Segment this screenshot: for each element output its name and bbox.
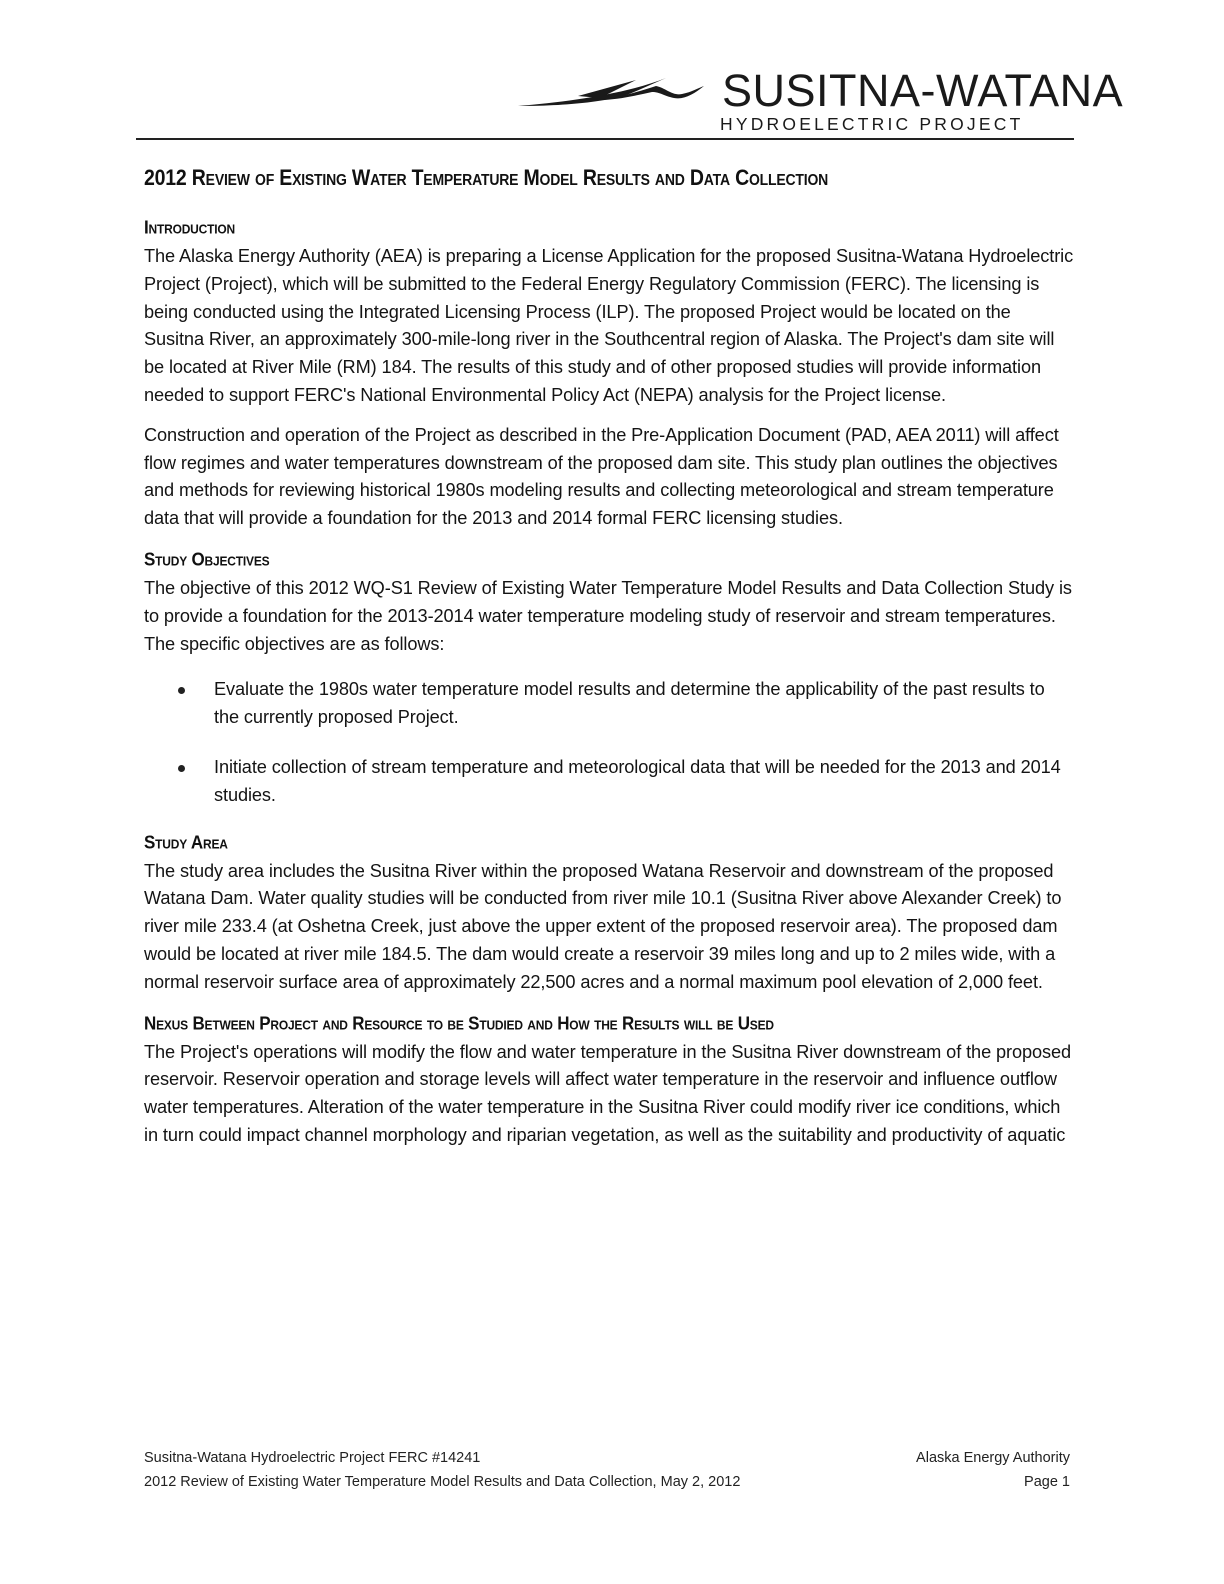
- section-heading-study-area: Study Area: [144, 831, 228, 853]
- page-header: [136, 65, 1124, 144]
- nexus-paragraph: The Project's operations will modify the flow and water temperature in the Susitna River downstream of the proposed reservoir. Reservoir operation and storage levels will affect water temperature in the reservoir and influence outflow water temperatures. Alteration of the water temperature in the Susitna River could modify river ice conditions, which in turn could impact channel morphology and riparian vegetation, as well as the suitability and productivity of aquatic: [144, 1041, 1072, 1145]
- logo-title: SUSITNA-WATANA: [722, 65, 1124, 116]
- list-item-text: Evaluate the 1980s water temperature model results and determine the applicability of the past results to the currently proposed Project.: [214, 679, 1045, 728]
- intro-paragraph-2: Construction and operation of the Project as described in the Pre-Application Document (PAD, AEA 2011) will affect flow regimes and water temperatures downstream of the proposed dam site. This study plan outlines the objectives and methods for reviewing historical 1980s modeling results and collecting meteorological and stream temperature data that will provide a foundation for the 2013 and 2014 formal FERC licensing studies.: [144, 424, 1059, 529]
- document-title: 2012 Review of Existing Water Temperature Model Results and Data Collection: [144, 166, 829, 191]
- footer-authority: Alaska Energy Authority: [916, 1450, 1070, 1466]
- study-area-paragraph: The study area includes the Susitna River within the proposed Watana Reservoir and downstream of the proposed Watana Dam. Water quality studies will be conducted from river mile 10.1 (Susitna River above Alexander Creek) to river mile 233.4 (at Oshetna Creek, just above the upper extent of the proposed reservoir area). The proposed dam would be located at river mile 184.5. The dam would create a reservoir 39 miles long and up to 2 miles wide, with a normal reservoir surface area of approximately 22,500 acres and a normal maximum pool elevation of 2,000 feet.: [144, 860, 1062, 992]
- document-body: [144, 166, 1074, 1162]
- list-item: [144, 676, 1074, 732]
- list-item-text: Initiate collection of stream temperature and meteorological data that will be needed for the 2013 and 2014 studies.: [214, 756, 1061, 805]
- footer-document: 2012 Review of Existing Water Temperature Model Results and Data Collection, May 2, 2012: [144, 1474, 741, 1490]
- footer-project: Susitna-Watana Hydroelectric Project FERC #14241: [144, 1450, 481, 1466]
- logo-subtitle: HYDROELECTRIC PROJECT: [720, 114, 1024, 134]
- section-heading-introduction: Introduction: [144, 217, 235, 238]
- objectives-paragraph: The objective of this 2012 WQ-S1 Review of Existing Water Temperature Model Results and Data Collection Study is to provide a foundation for the 2013-2014 water temperature modeling study of reservoir and stream temperatures. The specific objectives are as follows:: [144, 577, 1072, 654]
- objectives-list: [144, 676, 1074, 809]
- footer-page-number: Page 1: [1024, 1474, 1070, 1490]
- page-footer: [144, 1446, 1070, 1494]
- bullet-icon: [178, 687, 185, 694]
- intro-paragraph-1: The Alaska Energy Authority (AEA) is preparing a License Application for the proposed Susitna-Watana Hydroelectric Project (Project), which will be submitted to the Federal Energy Regulatory Commission (FERC). The licensing is being conducted using the Integrated Licensing Process (ILP). The proposed Project would be located on the Susitna River, an approximately 300-mile-long river in the Southcentral region of Alaska. The Project's dam site will be located at River Mile (RM) 184. The results of this study and of other proposed studies will provide information needed to support FERC's National Environmental Policy Act (NEPA) analysis for the Project license.: [144, 246, 1074, 405]
- section-heading-objectives: Study Objectives: [144, 548, 270, 570]
- bullet-icon: [178, 765, 185, 772]
- header-divider: [136, 138, 1074, 140]
- section-heading-nexus: Nexus Between Project and Resource to be Studied and How the Results will be Used: [144, 1012, 774, 1034]
- list-item: [144, 754, 1074, 810]
- swoosh-logo-icon: [516, 72, 706, 114]
